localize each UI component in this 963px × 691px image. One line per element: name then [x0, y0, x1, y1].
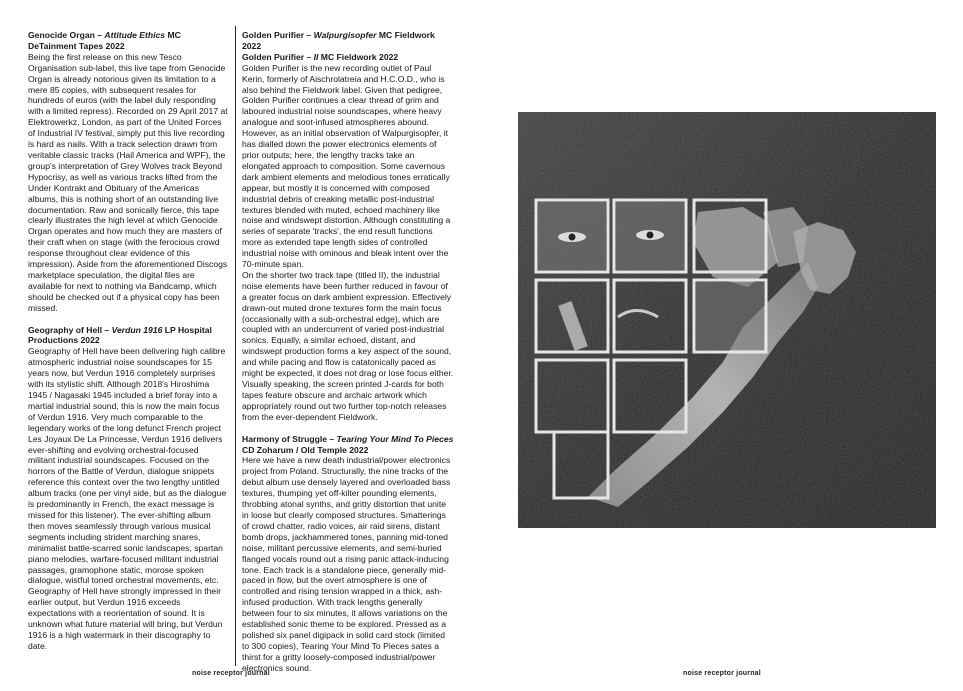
- review-title: [242, 434, 454, 456]
- review-title-part: MC Fieldwork 2022 Golden Purifier –: [242, 30, 435, 62]
- review-block: [28, 325, 228, 652]
- review-title-part: Genocide Organ –: [28, 30, 105, 40]
- review-title-part: Geography of Hell –: [28, 324, 112, 335]
- footer-right: noise receptor journal: [683, 670, 761, 677]
- review-block: [28, 30, 228, 314]
- review-title: [28, 30, 228, 52]
- footer-left: noise receptor journal: [192, 670, 270, 677]
- review-body: Being the first release on this new Tesco Organisation sub-label, this live tape from Genocide Organ is already notorious given its limitation to a mere 85 copies, with subsequent resales for hundreds of euros (with the label duly responding with a limited repress). Recorded on 29 April 2017 at Elektrowerkz, London, as part of the United Forces of Industrial IV festival, simply put this live recording is hard as nails. With a track selection drawn from veritable classic tracks (Hail America and WPF), the group's interpretation of Grey Wolves track Beyond Hypocrisy, as well as various tracks lifted from the Under Kontrakt and Obituary of the Americas albums, this is nothing short of an outstanding live documentation. Raw and sonically fierce, this tape clearly illustrates the high level at which Genocide Organ operates and how much they are masters of their craft when on stage (with the ferocious crowd response throughout clear evidence of this impression). Aside from the aforementioned Discogs marketplace speculation, the digital files are available for next to nothing via Bandcamp, which should be checked out if a physical copy has been missed.: [28, 51, 228, 313]
- review-block: [242, 434, 454, 674]
- review-title: [242, 30, 454, 63]
- review-title-part: Attitude Ethics: [104, 30, 166, 40]
- left-column: [28, 30, 228, 663]
- column-divider: [235, 26, 236, 666]
- review-title-part: Walpurgisopfer: [313, 30, 377, 40]
- review-title-part: Golden Purifier –: [242, 30, 314, 40]
- review-body: Geography of Hell have been delivering high calibre atmospheric industrial noise soundscapes for 15 years now, but Verdun 1916 completely surprises with its stylistic shift. Although 2018's Hiroshima 1945 / Nagasaki 1945 included a brief foray into a martial industrial sound, this is now the main focus of Verdun 1916. Very much comparable to the legendary works of the long defunct French project Les Joyaux De La Princesse, Verdun 1916 delivers ever-shifting and evolving orchestral-focused militant industrial soundscapes. Focused on the horrors of the Battle of Verdun, dialogue snippets reference this context over the two lengthy untitled album tracks (one per vinyl side, but as the dialogue is predominantly in French, the exact message is missed for this listener). The ever-shifting album then moves seamlessly through various musical segments including strident marching snares, minimalist battle-scarred sonic landscapes, spartan piano melodies, warfare-focused militant industrial passages, gramophone static, morose spoken dialogue, wistful toned orchestral movements, etc. Geography of Hell have strongly impressed in their earlier output, but Verdun 1916 exceeds expectations with a reorientation of sound. It is unknown what future material will bring, but Verdun 1916 is a high watermark in their discography to date.: [28, 346, 227, 651]
- middle-column: [242, 30, 454, 685]
- review-body: Golden Purifier is the new recording outlet of Paul Kerin, formerly of Aischrolatreia and H.C.O.D., who is also behind the Fieldwork label. Given that pedigree, Golden Purifier continues a clear thread of grim and laboured industrial noise soundscapes, where heavy analogue and soot-infused atmospheres abound. However, as an initial observation of Walpurgisopfer, it has dialled down the power electronics elements of prior outputs; here, the lengthy tracks take an elongated approach to composition. Some cavernous dark ambient elements and melodious tones erratically appear, but mostly it is concerned with composed industrial debris of creaking metallic post-industrial textures blended with muted, echoed machinery like noise and windswept distortion. Although constituting a series of separate 'tracks', the end result functions more as extended tape length sides of controlled industrial noise with ominous and bleak intent over the 70-minute span. On the shorter two track tape (titled II), the industrial noise elements have been further reduced in favour of a greater focus on dark ambient expression. Effectively drawn-out muted drone textures form the main focus (occasionally with a sub-orchestral edge), which are coupled with an undercurrent of varied post-industrial sonics. Equally, a similar echoed, distant, and windswept production forms a key aspect of the sound, and while pacing and flow is catatonically paced as might be expected, it does not drag or lose focus either. Visually speaking, the screen printed J-cards for both tapes feature obscure and archaic artwork which appropriately round out two further top-notch releases from the ever-dependent Fieldwork.: [242, 62, 454, 422]
- review-block: [242, 30, 454, 423]
- review-title-part: LP Hospital Productions 2022: [28, 324, 212, 346]
- review-title-part: Verdun 1916: [111, 324, 163, 335]
- review-title-part: MC Fieldwork 2022: [318, 51, 399, 62]
- review-title-part: II: [313, 51, 319, 62]
- review-title-part: MC DeTainment Tapes 2022: [28, 30, 181, 51]
- review-title: [28, 325, 228, 347]
- review-title-part: Tearing Your Mind To Pieces: [336, 433, 454, 444]
- collage-artwork-image: [518, 112, 936, 528]
- review-body: Here we have a new death industrial/power electronics project from Poland. Structurally, the nine tracks of the debut album use densely layered and overloaded bass textures, thumping yet off-kilter pounding elements, throbbing atonal synths, and gritty distortion that unite in loose but clearly composed structures. Smatterings of crowd chatter, radio voices, air raid sirens, distant bomb drops, jackhammered tones, panning mid-toned noise, militant percussive elements, and semi-buried flanged vocals round out a rising panic attack-inducing tone. Each track is a standalone piece, generally mid-paced in flow, but the overt atmosphere is one of controlled and rising tension wrapped in a thick, ash-infused production. With track lengths generally between four to six minutes, it allows variations on the established sonic theme to be explored. Pressed as a polished six panel digipack in solid card stock (limited to 300 copies), Tearing Your Mind To Pieces sates a thirst for a gritty loosely-composed industrial/power electronics sound.: [242, 455, 451, 673]
- review-title-part: CD Zoharum / Old Temple 2022: [242, 444, 369, 455]
- review-title-part: Harmony of Struggle –: [242, 433, 337, 444]
